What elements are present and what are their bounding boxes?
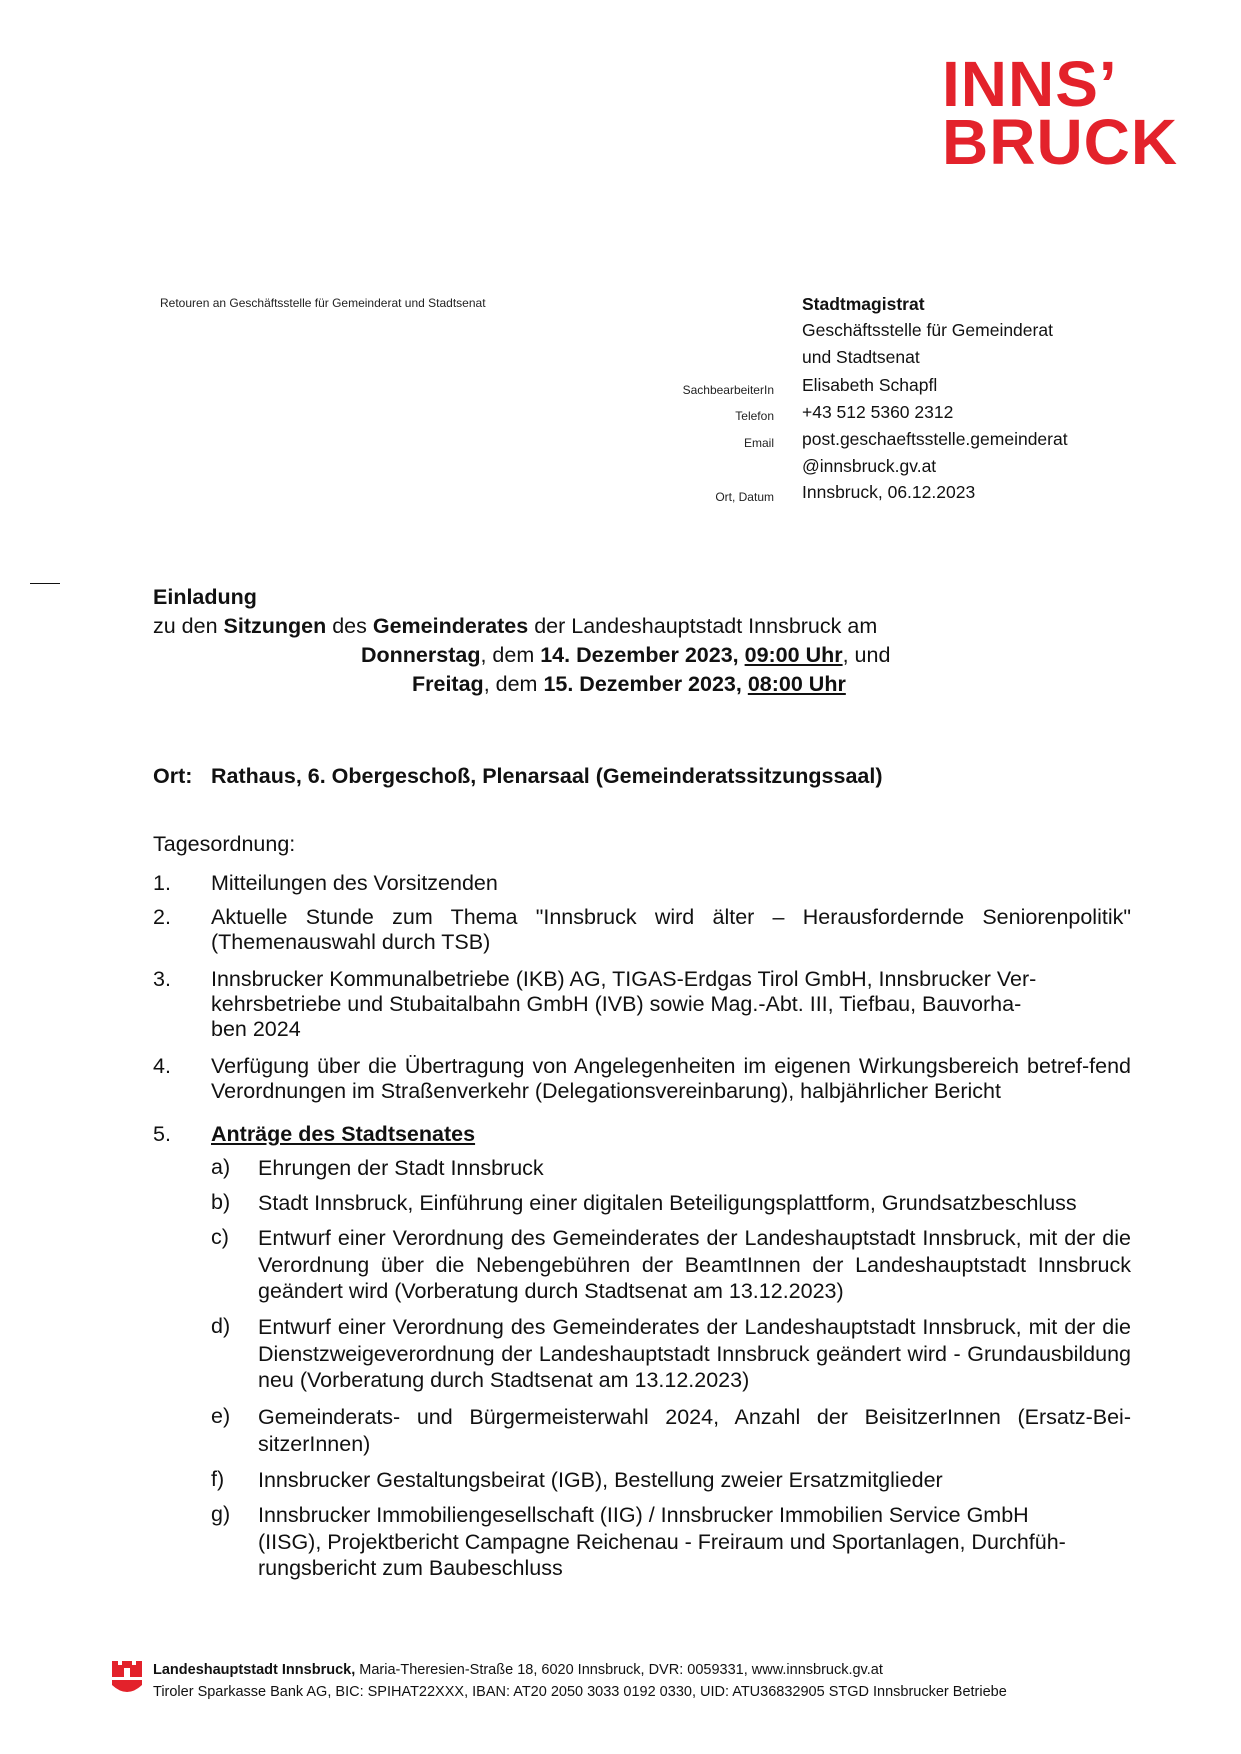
phone-value: +43 512 5360 2312: [802, 402, 954, 422]
inv-l2-day: Donnerstag: [361, 643, 481, 667]
inv-l3-day: Freitag: [412, 672, 484, 696]
agenda-item-1: Mitteilungen des Vorsitzenden: [211, 871, 498, 895]
inv-l2-date: 14. Dezember 2023,: [540, 643, 739, 667]
fold-mark: [30, 583, 60, 584]
inv-l1-b: Sitzungen: [223, 614, 327, 638]
agenda-item-4: Verfügung über die Übertragung von Angelegenheiten im eigenen Wirkungsbereich betref-fend Verordnungen im Straßenverkehr (Delegationsvereinbarung), halbjährlicher Bericht: [211, 1054, 1131, 1103]
email-label: Email: [743, 436, 774, 450]
city-emblem-icon: [110, 1659, 144, 1697]
subitem-e: Gemeinderats- und Bürgermeisterwahl 2024, Anzahl der BeisitzerInnen (Ersatz-Bei-sitzerInnen): [258, 1405, 1131, 1456]
inv-l2-mid: , dem: [480, 643, 541, 667]
agenda-item-3-line-3: ben 2024: [211, 1017, 301, 1041]
place-date-value: Innsbruck, 06.12.2023: [802, 482, 976, 502]
agenda-item-5: Anträge des Stadtsenates: [211, 1122, 476, 1146]
agenda-item-3: [211, 967, 1091, 1042]
footer-line-2: Tiroler Sparkasse Bank AG, BIC: SPIHAT22XXX, IBAN: AT20 2050 3033 0192 0330, UID: ATU36832905 STGD Innsbrucker Betriebe: [153, 1684, 1007, 1700]
place-date-label: Ort, Datum: [715, 490, 774, 504]
subitem-letter-f: f): [211, 1467, 225, 1491]
subitem-letter-d: d): [211, 1314, 231, 1338]
subitem-letter-b: b): [211, 1190, 231, 1214]
inv-l3-date: 15. Dezember 2023,: [543, 672, 742, 696]
agenda-title: Tagesordnung:: [153, 832, 296, 856]
subitem-b: Stadt Innsbruck, Einführung einer digitalen Beteiligungsplattform, Grundsatzbeschluss: [258, 1191, 1077, 1215]
logo-line-2: BRUCK: [942, 106, 1179, 178]
inv-l2-end: , und: [842, 643, 891, 667]
subitem-letter-a: a): [211, 1155, 231, 1179]
inv-l2-time: 09:00 Uhr: [744, 643, 843, 667]
subitem-d: Entwurf einer Verordnung des Gemeinderates der Landeshauptstadt Innsbruck, mit der die Dienstzweigeverordnung der Landeshauptstadt Innsbruck geändert wird - Grundausbildung neu (Vorberatung durch Stadtsenat am 13.12.2023): [258, 1315, 1131, 1392]
inv-l1-c: des: [326, 614, 373, 638]
footer-line-1: [153, 1662, 883, 1678]
logo-line-1: INNS’: [942, 48, 1118, 120]
innsbruck-logo: [942, 48, 1182, 178]
return-address: Retouren an Geschäftsstelle für Gemeinderat und Stadtsenat: [160, 296, 486, 310]
agenda-num-4: 4.: [153, 1054, 171, 1078]
sender-org: Stadtmagistrat: [802, 294, 925, 314]
agenda-num-1: 1.: [153, 871, 171, 895]
email-line-2[interactable]: @innsbruck.gv.at: [802, 456, 937, 476]
inv-l1-a: zu den: [153, 614, 224, 638]
location-value: Rathaus, 6. Obergeschoß, Plenarsaal (Gemeinderatssitzungssaal): [211, 764, 883, 788]
inv-l3-time: 08:00 Uhr: [747, 672, 846, 696]
subitem-f: Innsbrucker Gestaltungsbeirat (IGB), Bestellung zweier Ersatzmitglieder: [258, 1468, 943, 1492]
footer-address: Maria-Theresien-Straße 18, 6020 Innsbruck, DVR: 0059331, www.innsbruck.gv.at: [355, 1662, 883, 1678]
agenda-num-3: 3.: [153, 967, 171, 991]
invitation-line-3: [412, 670, 846, 699]
subitem-g-line-3: rungsbericht zum Baubeschluss: [258, 1556, 563, 1580]
agenda-item-3-line-1: Innsbrucker Kommunalbetriebe (IKB) AG, TIGAS-Erdgas Tirol GmbH, Innsbrucker Ver-: [211, 967, 1037, 991]
inv-l1-d: Gemeinderates: [372, 614, 529, 638]
agenda-item-3-line-2: kehrsbetriebe und Stubaitalbahn GmbH (IVB) sowie Mag.-Abt. III, Tiefbau, Bauvorha-: [211, 992, 1022, 1016]
invitation-heading: Einladung: [153, 585, 257, 609]
sender-dept-line-1: Geschäftsstelle für Gemeinderat: [802, 320, 1053, 340]
footer-org: Landeshauptstadt Innsbruck,: [153, 1662, 356, 1678]
subitem-c: Entwurf einer Verordnung des Gemeinderates der Landeshauptstadt Innsbruck, mit der die Verordnung über die Nebengebühren der BeamtInnen der Landeshauptstadt Innsbruck geändert wird (Vorberatung durch Stadtsenat am 13.12.2023): [258, 1226, 1131, 1303]
clerk-label: SachbearbeiterIn: [682, 383, 774, 397]
sender-dept-line-2: und Stadtsenat: [802, 347, 920, 367]
agenda-num-2: 2.: [153, 905, 171, 929]
subitem-g: [258, 1502, 1118, 1582]
email-line-1[interactable]: post.geschaeftsstelle.gemeinderat: [802, 429, 1068, 449]
inv-l3-mid: , dem: [483, 672, 544, 696]
phone-label: Telefon: [735, 409, 774, 423]
subitem-g-line-1: Innsbrucker Immobiliengesellschaft (IIG) / Innsbrucker Immobilien Service GmbH: [258, 1503, 1029, 1527]
invitation-line-1: [153, 612, 877, 641]
agenda-item-2: Aktuelle Stunde zum Thema "Innsbruck wird älter – Herausfordernde Seniorenpolitik" (Themenauswahl durch TSB): [211, 905, 1131, 954]
subitem-a: Ehrungen der Stadt Innsbruck: [258, 1156, 544, 1180]
subitem-letter-e: e): [211, 1404, 231, 1428]
subitem-letter-c: c): [211, 1225, 229, 1249]
subitem-g-line-2: (IISG), Projektbericht Campagne Reichenau - Freiraum und Sportanlagen, Durchfüh-: [258, 1529, 1066, 1554]
agenda-num-5: 5.: [153, 1122, 171, 1146]
location-label: Ort:: [153, 764, 193, 788]
invitation-line-2: [361, 641, 890, 670]
clerk-name: Elisabeth Schapfl: [802, 375, 938, 395]
subitem-letter-g: g): [211, 1502, 231, 1526]
inv-l1-e: der Landeshauptstadt Innsbruck am: [528, 614, 878, 638]
